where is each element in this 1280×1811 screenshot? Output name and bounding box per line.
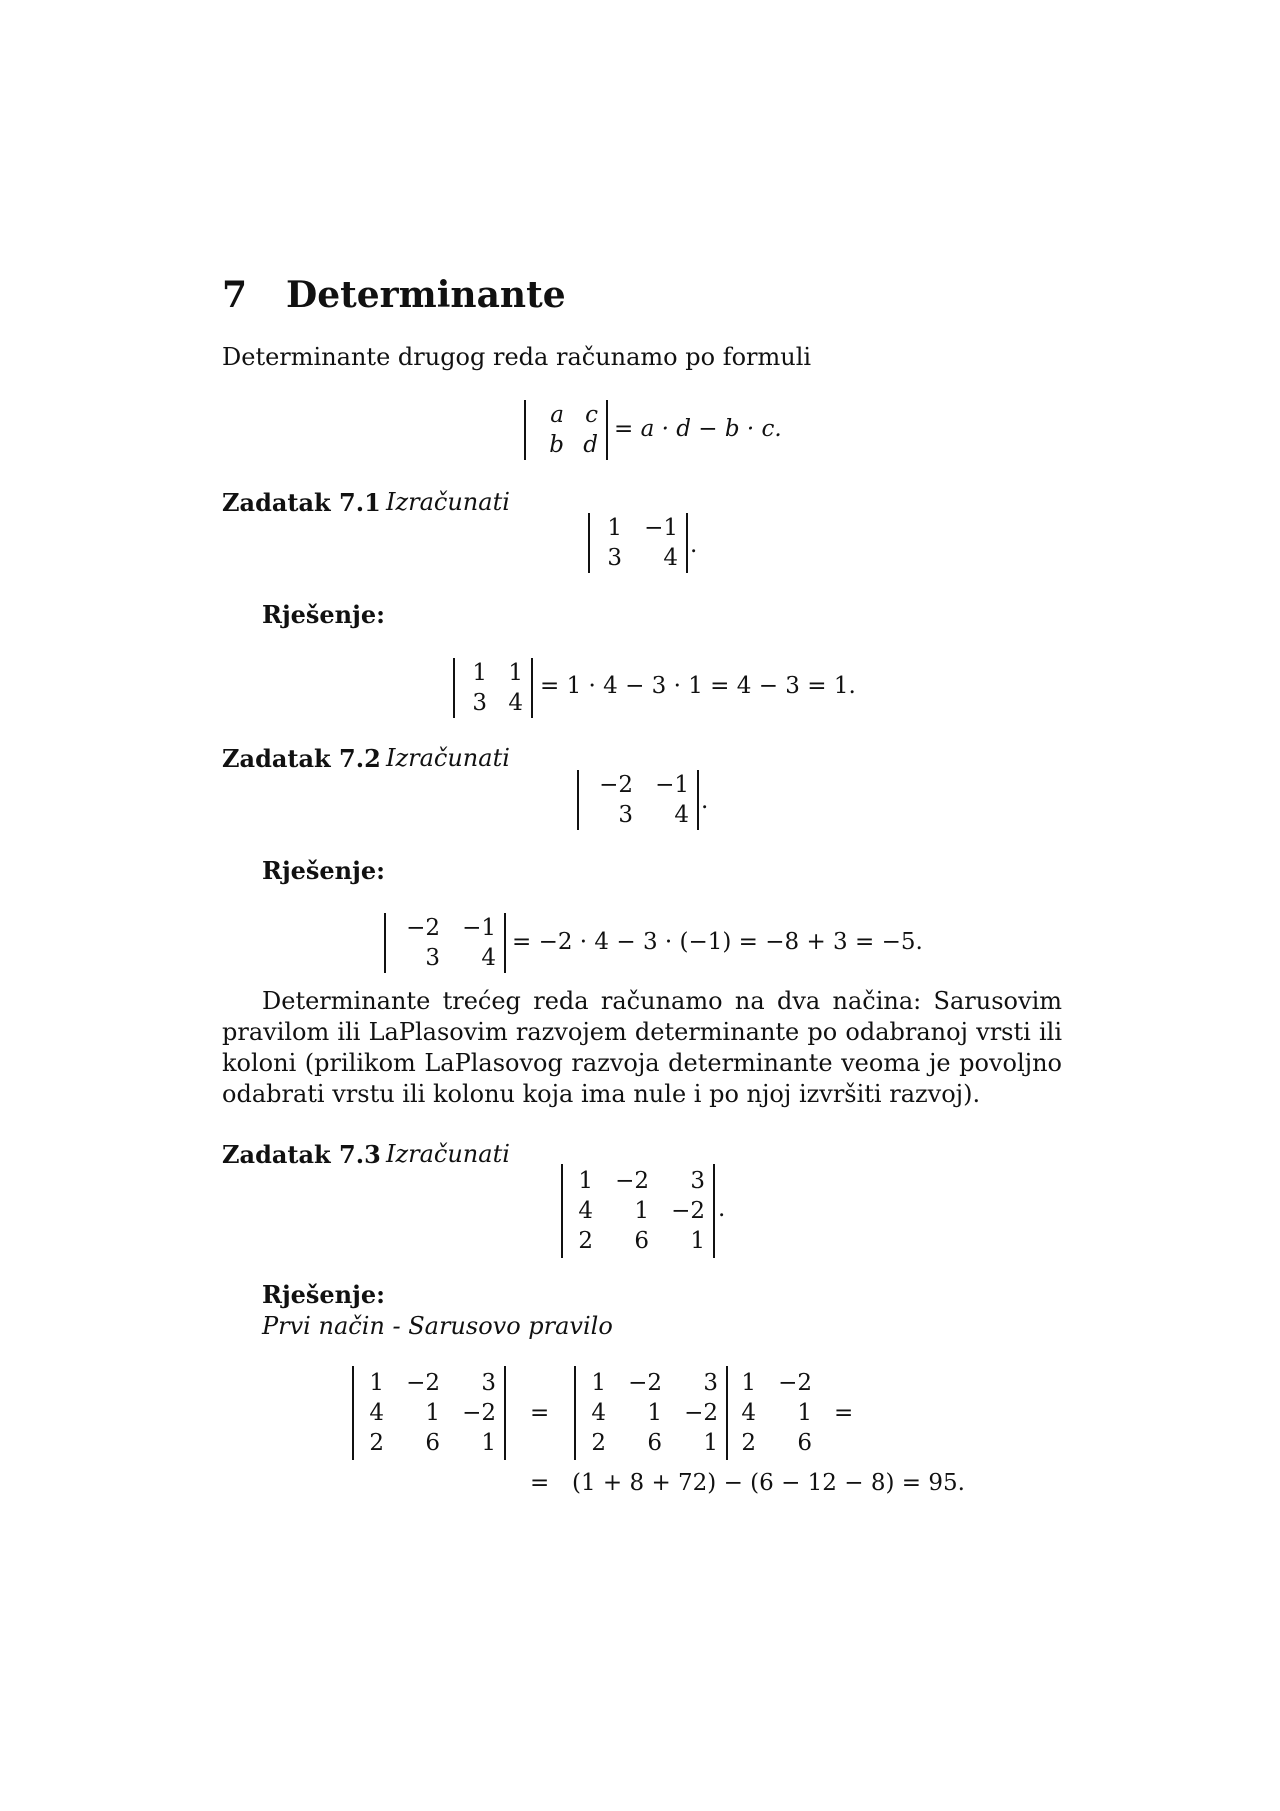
task-determinant: 1 −2 3 4 1 −2 2 6 1 <box>561 1164 715 1258</box>
section-title: Determinante <box>286 274 566 316</box>
task-instruction: Izračunati <box>386 1140 510 1168</box>
task-determinant: 1 −1 3 4 <box>588 513 688 573</box>
sarrus-extended-determinant: 1 −2 3 4 1 −2 2 6 1 <box>574 1366 728 1460</box>
task-instruction: Izračunati <box>386 744 510 772</box>
solution-determinant: −2 −1 3 4 <box>384 913 506 973</box>
equals-sign: = <box>834 1400 854 1426</box>
task-label: Zadatak 7.2 <box>222 744 381 773</box>
solution-determinant: 1 1 3 4 <box>453 658 533 718</box>
section-number: 7 <box>222 274 248 316</box>
period: . <box>690 532 698 558</box>
period: . <box>718 1196 726 1222</box>
method-label: Prvi način - Sarusovo pravilo <box>262 1312 613 1340</box>
equals-sign: = <box>530 1470 550 1496</box>
sarrus-extra-columns: 1 −2 4 1 2 6 <box>741 1370 812 1456</box>
task-label: Zadatak 7.3 <box>222 1140 381 1169</box>
formula-rhs: = a · d − b · c. <box>614 416 782 442</box>
solution-label: Rješenje: <box>262 856 385 885</box>
task-label: Zadatak 7.1 <box>222 488 381 517</box>
sarrus-left-determinant: 1 −2 3 4 1 −2 2 6 1 <box>352 1366 506 1460</box>
solution-label: Rješenje: <box>262 1280 385 1309</box>
solution-label: Rješenje: <box>262 600 385 629</box>
solution-rhs: = 1 · 4 − 3 · 1 = 4 − 3 = 1. <box>540 673 856 699</box>
equals-sign: = <box>530 1400 550 1426</box>
task-instruction: Izračunati <box>386 488 510 516</box>
paragraph: Determinante trećeg reda računamo na dva načina: Sarusovim pravilom ili LaPlasovim razvojem determinante po odabranoj vrsti ili koloni (prilikom LaPlasovog razvoja determinante veoma je povoljno odabrati vrstu ili kolonu koja ima nule i po njoj izvršiti razvoj). <box>222 987 1062 1108</box>
period: . <box>701 788 709 814</box>
intro-text: Determinante drugog reda računamo po formuli <box>222 343 812 371</box>
formula-determinant: a c b d <box>524 400 608 460</box>
final-result: (1 + 8 + 72) − (6 − 12 − 8) = 95. <box>572 1470 965 1496</box>
solution-rhs: = −2 · 4 − 3 · (−1) = −8 + 3 = −5. <box>512 929 923 955</box>
task-determinant: −2 −1 3 4 <box>577 770 699 830</box>
